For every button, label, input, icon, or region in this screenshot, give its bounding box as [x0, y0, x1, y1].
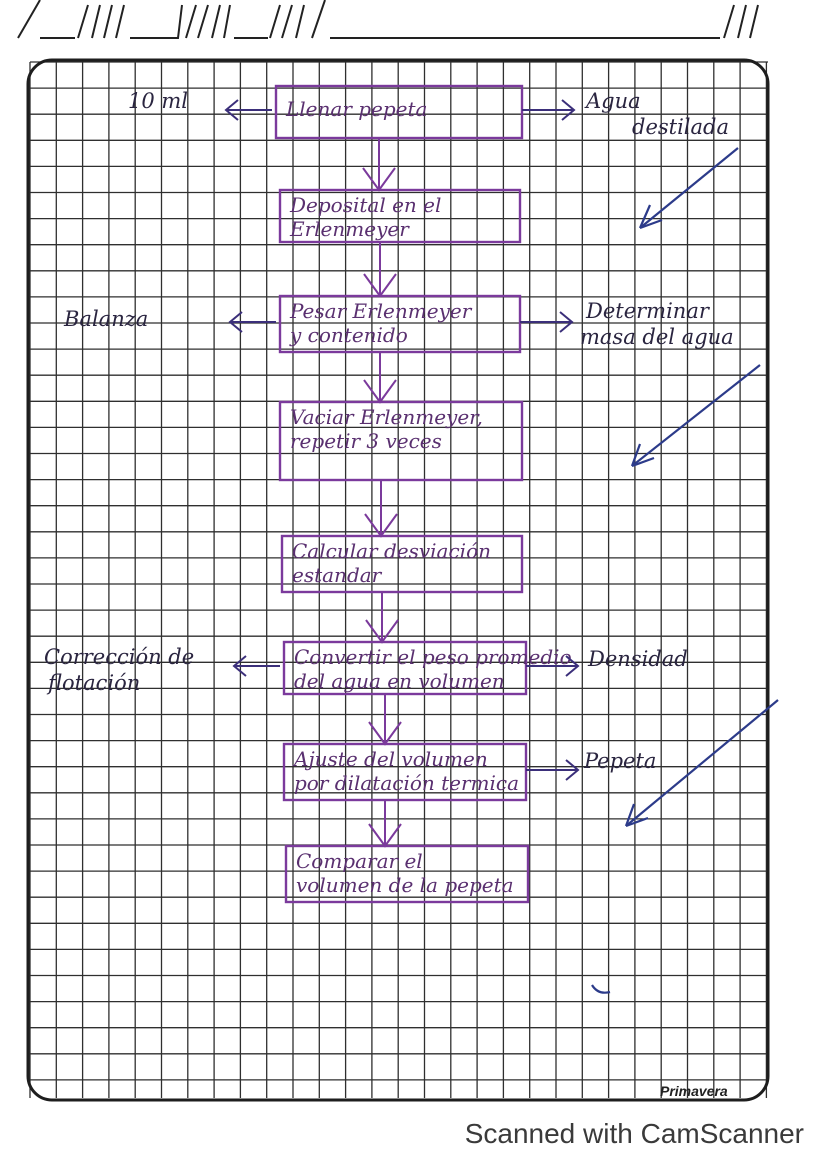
flow-arrow-down [369, 694, 401, 744]
pen-strokes [592, 148, 778, 993]
step-label-line2: por dilatación termica [294, 771, 520, 795]
flow-step-8 [286, 846, 528, 902]
right-note-label: Pepeta [584, 749, 657, 773]
right-note-label: Determinar [586, 299, 709, 323]
scanner-watermark: Scanned with CamScanner [464, 1118, 804, 1149]
right-arrow [526, 760, 578, 780]
flow-arrow-down [366, 592, 398, 642]
left-note-label: Corrección de [44, 645, 195, 669]
right-note-2 [520, 299, 734, 349]
header-tabs [18, 0, 758, 38]
step-label: Ajuste del volumen [294, 747, 488, 771]
left-note-2 [63, 307, 276, 332]
right-note-label: Agua [586, 89, 641, 113]
flow-step-7 [284, 744, 526, 800]
step-label: Convertir el peso promedio [294, 645, 572, 669]
step-label: Deposital en el [290, 193, 442, 217]
step-label-line2: del agua en volumen [294, 669, 505, 693]
flow-arrow-down [365, 480, 397, 536]
flow-step-4 [280, 402, 522, 480]
flow-arrow-down [369, 800, 401, 846]
step-label: Vaciar Erlenmeyer, [290, 405, 483, 429]
step-label: Llenar pepeta [286, 97, 428, 121]
step-label-line2: estandar [292, 563, 382, 587]
right-note-label-line2: masa del agua [580, 325, 734, 349]
notebook-brand: Primavera [660, 1083, 728, 1099]
flow-arrow-down [364, 352, 396, 402]
step-label-line2: volumen de la pepeta [296, 873, 514, 897]
flow-step-2 [280, 190, 520, 242]
step-label-line2: y contenido [290, 323, 408, 347]
step-label: Pesar Erlenmeyer [290, 299, 472, 323]
left-note-label-line2: flotación [48, 671, 141, 695]
left-note-label: Balanza [64, 307, 149, 331]
flow-step-6 [284, 642, 572, 694]
left-note-label: 10 ml [128, 89, 189, 113]
left-arrow [230, 312, 276, 332]
flow-arrow-down [363, 138, 395, 190]
flow-step-1 [276, 86, 522, 138]
left-arrow [234, 656, 280, 676]
step-label-line2: repetir 3 veces [290, 429, 442, 453]
right-note-label: Densidad [588, 647, 688, 671]
step-label: Calcular desviación [292, 539, 491, 563]
right-note-4 [526, 749, 656, 780]
flowchart [44, 86, 734, 902]
flow-arrow-down [364, 242, 396, 296]
step-label-line2: Erlenmeyer [290, 217, 409, 241]
step-label: Comparar el [296, 849, 423, 873]
right-arrow [520, 312, 572, 332]
left-arrow [226, 100, 272, 120]
flow-step-3 [280, 296, 520, 352]
right-note-label-line2: destilada [632, 115, 730, 139]
left-note-1 [128, 89, 272, 120]
